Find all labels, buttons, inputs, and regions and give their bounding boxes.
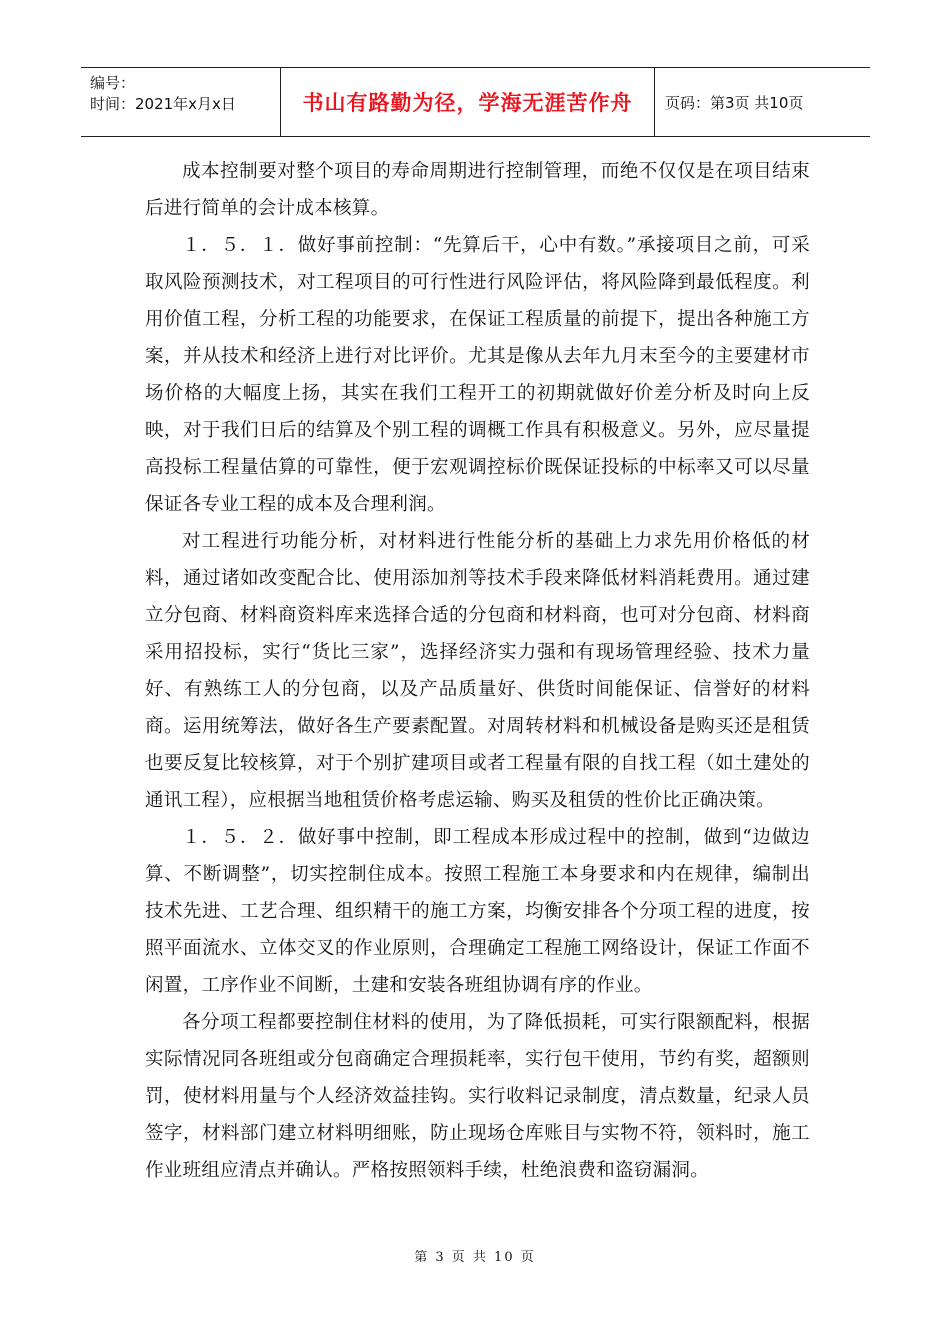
document-body (145, 153, 810, 1189)
paragraph: １．５．２．做好事中控制，即工程成本形成过程中的控制，做到“边做边算、不断调整”，切实控制住成本。按照工程施工本身要求和内在规律，编制出技术先进、工艺合理、组织精干的施工方案，均衡安排各个分项工程的进度，按照平面流水、立体交叉的作业原则，合理确定工程施工网络设计，保证工作面不闲置，工序作业不间断，土建和安装各班组协调有序的作业。 (145, 827, 810, 996)
page-header (81, 67, 870, 137)
header-page-info: 页码：第3页 共10页 (665, 93, 804, 112)
document-number-label: 编号： (90, 74, 136, 92)
paragraph: １．５．１．做好事前控制：“先算后干，心中有数。”承接项目之前，可采取风险预测技术，对工程项目的可行性进行风险评估，将风险降到最低程度。利用价值工程，分析工程的功能要求，在保证工程质量的前提下，提出各种施工方案，并从技术和经济上进行对比评价。尤其是像从去年九月末至今的主要建材市场价格的大幅度上扬，其实在我们工程开工的初期就做好价差分析及时向上反映，对于我们日后的结算及个别工程的调概工作具有积极意义。另外，应尽量提高投标工程量估算的可靠性，便于宏观调控标价既保证投标的中标率又可以尽量保证各专业工程的成本及合理利润。 (145, 235, 810, 515)
header-meta (81, 68, 281, 136)
paragraph: 对工程进行功能分析，对材料进行性能分析的基础上力求先用价格低的材料，通过诸如改变配合比、使用添加剂等技术手段来降低材料消耗费用。通过建立分包商、材料商资料库来选择合适的分包商和材料商，也可对分包商、材料商采用招投标，实行“货比三家”，选择经济实力强和有现场管理经验、技术力量好、有熟练工人的分包商，以及产品质量好、供货时间能保证、信誉好的材料商。运用统筹法，做好各生产要素配置。对周转材料和机械设备是购买还是租赁也要反复比较核算，对于个别扩建项目或者工程量有限的自找工程（如土建处的通讯工程），应根据当地租赁价格考虑运输、购买及租赁的性价比正确决策。 (145, 531, 810, 811)
page-footer: 第 3 页 共 10 页 (414, 1250, 536, 1265)
paragraph: 各分项工程都要控制住材料的使用，为了降低损耗，可实行限额配料，根据实际情况同各班组或分包商确定合理损耗率，实行包干使用，节约有奖，超额则罚，使材料用量与个人经济效益挂钩。实行收料记录制度，清点数量，纪录人员签字，材料部门建立材料明细账，防止现场仓库账目与实物不符，领料时，施工作业班组应清点并确认。严格按照领料手续，杜绝浪费和盗窃漏洞。 (145, 1012, 810, 1181)
header-motto: 书山有路勤为径，学海无涯苦作舟 (281, 68, 655, 136)
document-time-label: 时间：2021年x月x日 (90, 95, 236, 113)
paragraph: 成本控制要对整个项目的寿命周期进行控制管理，而绝不仅仅是在项目结束后进行简单的会计成本核算。 (145, 161, 810, 219)
